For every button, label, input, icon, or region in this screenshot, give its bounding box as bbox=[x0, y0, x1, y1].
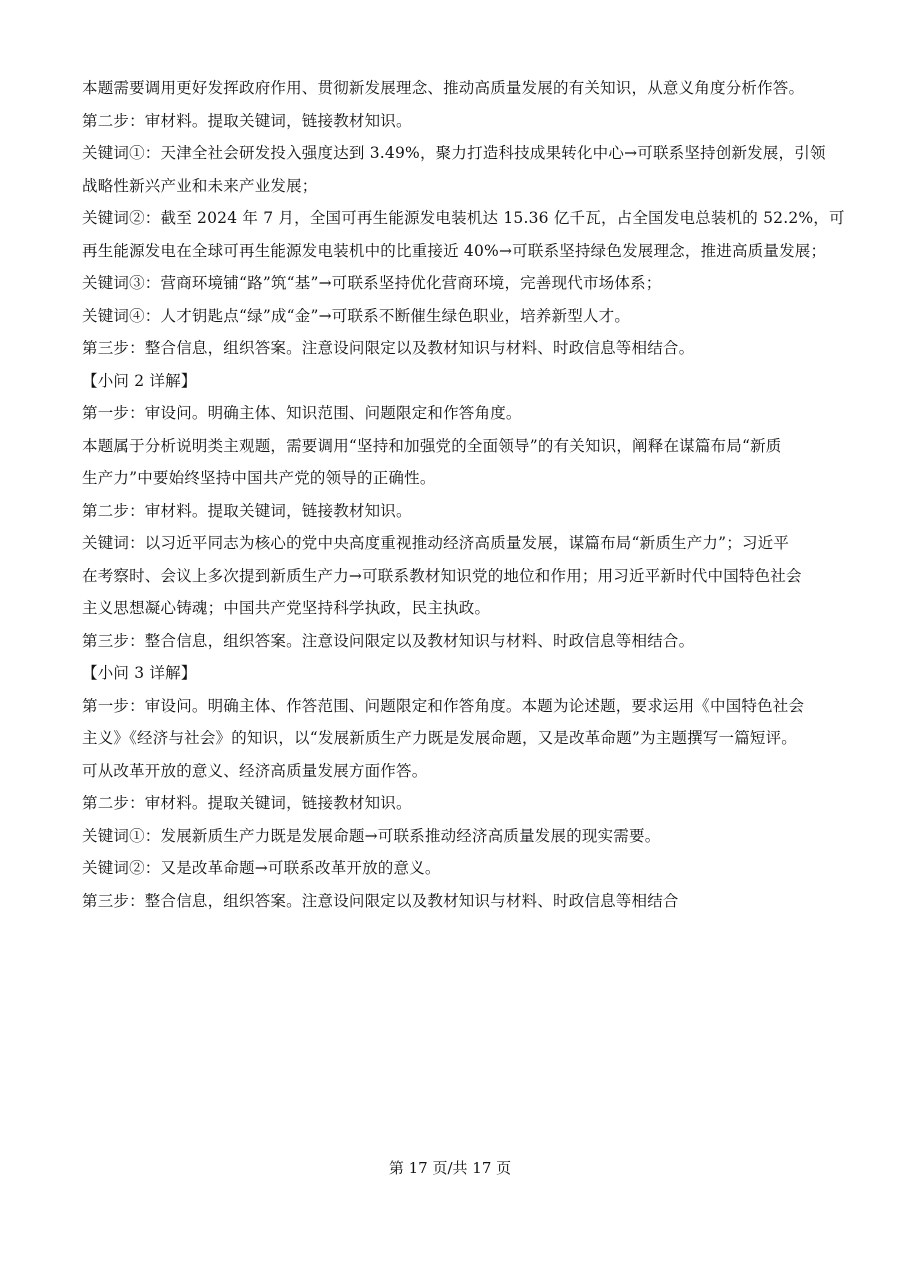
text-line: 主义》《经济与社会》的知识，以“发展新质生产力既是发展命题，又是改革命题”为主题撰写一篇短评。 bbox=[82, 729, 798, 747]
text-line: 第三步：整合信息，组织答案。注意设问限定以及教材知识与材料、时政信息等相结合 bbox=[82, 891, 679, 910]
text-line: 第一步：审设问。明确主体、知识范围、问题限定和作答角度。 bbox=[82, 404, 522, 422]
text-line: 关键词①：天津全社会研发投入强度达到 3.49%，聚力打造科技成果转化中心→可联系坚持创新发展，引领 bbox=[82, 144, 826, 162]
text-line: 再生能源发电在全球可再生能源发电装机中的比重接近 40%→可联系坚持绿色发展理念，推进高质量发展； bbox=[82, 241, 827, 260]
text-line: 第二步：审材料。提取关键词，链接教材知识。 bbox=[82, 794, 412, 812]
text-line: 主义思想凝心铸魂；中国共产党坚持科学执政，民主执政。 bbox=[82, 599, 491, 617]
text-line: 可从改革开放的意义、经济高质量发展方面作答。 bbox=[82, 761, 428, 780]
text-line: 本题需要调用更好发挥政府作用、贯彻新发展理念、推动高质量发展的有关知识，从意义角度分析作答。 bbox=[82, 79, 805, 97]
text-line: 关键词④：人才钥匙点“绿”成“金”→可联系不断催生绿色职业，培养新型人才。 bbox=[82, 306, 631, 325]
text-line: 第二步：审材料。提取关键词，链接教材知识。 bbox=[82, 501, 412, 520]
text-line: 战略性新兴产业和未来产业发展； bbox=[82, 176, 318, 195]
text-line: 关键词③：营商环境铺“路”筑“基”→可联系坚持优化营商环境，完善现代市场体系； bbox=[82, 274, 662, 292]
text-line: 第一步：审设问。明确主体、作答范围、问题限定和作答角度。本题为论述题，要求运用《中国特色社会 bbox=[82, 696, 805, 715]
text-line: 关键词①：发展新质生产力既是发展命题→可联系推动经济高质量发展的现实需要。 bbox=[82, 826, 661, 845]
text-line: 关键词②：又是改革命题→可联系改革开放的意义。 bbox=[82, 859, 441, 877]
text-line: 关键词：以习近平同志为核心的党中央高度重视推动经济高质量发展，谋篇布局“新质生产力”；习近平 bbox=[82, 534, 790, 552]
text-line: 第二步：审材料。提取关键词，链接教材知识。 bbox=[82, 111, 412, 130]
text-line: 在考察时、会议上多次提到新质生产力→可联系教材知识党的地位和作用；用习近平新时代中国特色社会 bbox=[82, 566, 802, 585]
page-number: 第 17 页/共 17 页 bbox=[388, 1159, 512, 1177]
section-heading: 【小问 3 详解】 bbox=[82, 664, 197, 682]
text-line: 关键词②：截至 2024 年 7 月，全国可再生能源发电装机达 15.36 亿千瓦，占全国发电总装机的 52.2%，可 bbox=[82, 209, 845, 227]
text-line: 第三步：整合信息，组织答案。注意设问限定以及教材知识与材料、时政信息等相结合。 bbox=[82, 631, 695, 650]
text-line: 第三步：整合信息，组织答案。注意设问限定以及教材知识与材料、时政信息等相结合。 bbox=[82, 339, 695, 357]
answer-explanation-body bbox=[82, 72, 845, 917]
text-line: 本题属于分析说明类主观题，需要调用“坚持和加强党的全面领导”的有关知识，阐释在谋篇布局“新质 bbox=[82, 436, 782, 455]
section-heading: 【小问 2 详解】 bbox=[82, 371, 197, 390]
text-line: 生产力”中要始终坚持中国共产党的领导的正确性。 bbox=[82, 469, 436, 487]
